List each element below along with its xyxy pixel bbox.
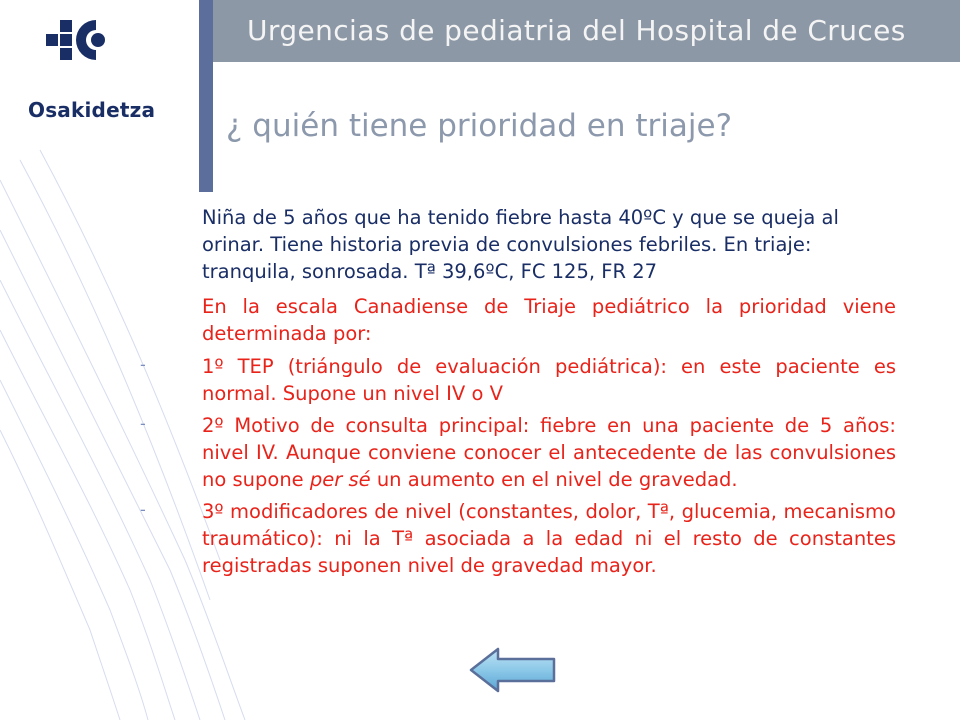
case-description: Niña de 5 años que ha tenido fiebre hasta 40ºC y que se queja al orinar. Tiene historia previa de convulsiones febriles. En triaje: tranquila, sonrosada. Tª 39,6ºC, FC 125, FR 27 [202,206,839,283]
bullet-item-2 [140,412,896,493]
header-banner [213,0,960,62]
osakidetza-logo-icon [46,12,116,82]
bullet-marker: - [140,355,146,374]
bullet-text: un aumento en el nivel de gravedad. [370,468,738,491]
bullet-marker: - [140,500,146,519]
bullet-text: 1º TEP (triángulo de evaluación pediátrica): en este paciente es normal. Supone un nivel IV o V [202,355,896,405]
bullet-text: 3º modificadores de nivel (constantes, dolor, Tª, glucemia, mecanismo traumático): ni la Tª asociada a la edad ni el resto de constantes registradas suponen nivel de gravedad mayor. [202,500,896,577]
bullet-text: 2º Motivo de consulta principal: fiebre en una paciente de 5 años: nivel IV. Aunque conviene conocer el antecedente de las convulsiones no supone [202,414,896,491]
left-arrow-icon[interactable] [468,646,558,694]
slide-content [140,204,896,584]
banner-title: Urgencias de pediatria del Hospital de Cruces [247,14,906,47]
page-title: ¿ quién tiene prioridad en triaje? [226,108,733,144]
triage-intro: En la escala Canadiense de Triaje pediátrico la prioridad viene determinada por: [202,295,896,345]
bullet-item-3 [140,498,896,579]
vertical-accent-bar [199,0,213,192]
bullet-marker: - [140,414,146,433]
bullet-item-1 [140,353,896,407]
brand-name: Osakidetza [28,98,156,122]
bullet-text-italic: per sé [309,468,371,491]
